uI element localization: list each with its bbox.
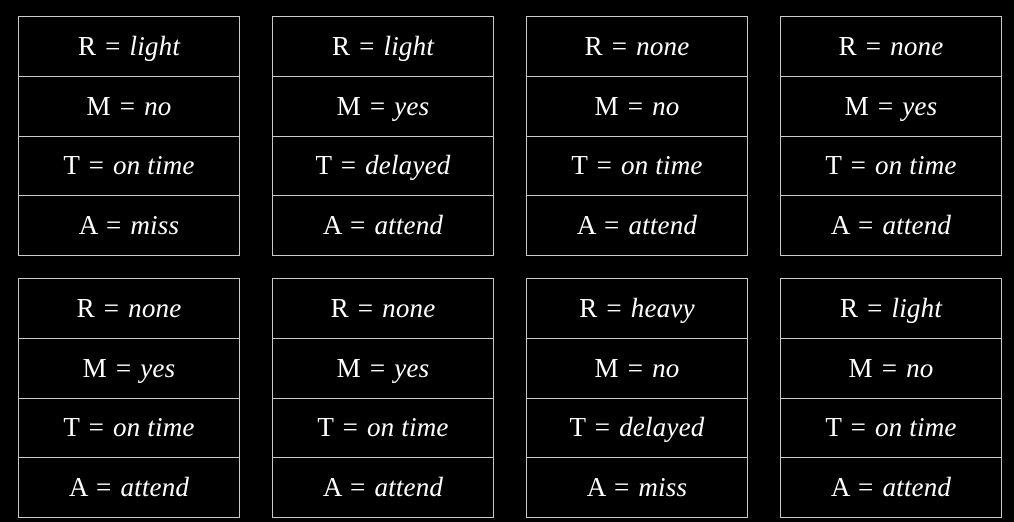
equals-separator: = (369, 90, 386, 121)
equals-separator: = (350, 472, 366, 503)
equals-separator: = (340, 150, 357, 181)
attribute-key: M (594, 352, 619, 383)
attribute-value: attend (374, 210, 444, 241)
attribute-row (19, 458, 239, 517)
attribute-row (273, 458, 493, 517)
attribute-key: A (830, 210, 850, 241)
attribute-row (273, 196, 493, 255)
attribute-key: R (584, 30, 603, 61)
attribute-value: none (382, 292, 436, 323)
attribute-text (69, 474, 189, 501)
attribute-value: light (129, 30, 181, 61)
attribute-key: T (315, 150, 332, 181)
attribute-value: no (652, 352, 680, 383)
attribute-key: M (848, 352, 873, 383)
attribute-key: T (571, 150, 588, 181)
attribute-value: attend (882, 210, 952, 241)
attribute-row (273, 137, 493, 197)
attribute-row (781, 17, 1001, 77)
attribute-key: M (86, 90, 111, 121)
equals-separator: = (867, 292, 883, 323)
equals-separator: = (105, 30, 121, 61)
attribute-value: on time (112, 150, 195, 181)
attribute-value: yes (394, 352, 430, 383)
attribute-key: R (76, 292, 95, 323)
equals-separator: = (88, 150, 104, 181)
attribute-card (18, 16, 240, 256)
attribute-text (77, 30, 181, 61)
equals-separator: = (105, 210, 122, 241)
attribute-value: heavy (630, 292, 695, 323)
attribute-card (780, 278, 1002, 518)
attribute-row (781, 279, 1001, 339)
attribute-key: M (336, 352, 361, 383)
attribute-text (570, 414, 705, 441)
attribute-text (571, 152, 702, 179)
attribute-text (831, 474, 951, 501)
attribute-key: R (839, 292, 859, 323)
attribute-text (594, 90, 680, 121)
attribute-value: delayed (619, 412, 705, 443)
attribute-text (79, 212, 179, 239)
attribute-text (825, 414, 956, 441)
attribute-text (336, 90, 430, 121)
attribute-value: yes (140, 352, 176, 383)
equals-separator: = (627, 90, 644, 121)
equals-separator: = (627, 352, 644, 383)
attribute-card (272, 16, 494, 256)
attribute-text (839, 292, 943, 323)
equals-separator: = (877, 90, 894, 121)
attribute-row (781, 77, 1001, 137)
attribute-text (577, 212, 697, 239)
attribute-value: no (652, 90, 680, 121)
attribute-row (273, 399, 493, 459)
attribute-key: A (576, 210, 596, 241)
attribute-row (19, 196, 239, 255)
equals-separator: = (359, 30, 375, 61)
attribute-key: R (77, 30, 97, 61)
equals-separator: = (103, 292, 120, 323)
attribute-key: M (594, 90, 619, 121)
attribute-row (527, 196, 747, 255)
attribute-key: T (317, 412, 334, 443)
attribute-value: on time (874, 150, 957, 181)
attribute-key: T (63, 412, 80, 443)
attribute-key: R (838, 30, 857, 61)
attribute-key: A (322, 472, 342, 503)
attribute-key: A (322, 210, 342, 241)
attribute-row (527, 458, 747, 517)
attribute-row (781, 399, 1001, 459)
equals-separator: = (96, 472, 112, 503)
attribute-card (780, 16, 1002, 256)
attribute-row (19, 77, 239, 137)
attribute-key: R (579, 292, 598, 323)
attribute-row (273, 339, 493, 399)
attribute-value: attend (120, 472, 190, 503)
attribute-value: none (636, 30, 690, 61)
attribute-row (19, 339, 239, 399)
equals-separator: = (865, 30, 882, 61)
equals-separator: = (357, 292, 374, 323)
equals-separator: = (596, 150, 612, 181)
attribute-text (323, 212, 443, 239)
attribute-key: T (825, 150, 842, 181)
attribute-value: on time (874, 412, 957, 443)
attribute-key: T (825, 412, 842, 443)
attribute-text (316, 152, 451, 179)
attribute-text (587, 474, 687, 501)
attribute-card (526, 278, 748, 518)
attribute-value: no (906, 352, 934, 383)
attribute-text (848, 352, 934, 383)
attribute-value: attend (882, 472, 952, 503)
attribute-key: M (336, 90, 361, 121)
equals-separator: = (858, 210, 874, 241)
attribute-row (527, 339, 747, 399)
attribute-value: no (144, 90, 172, 121)
attribute-text (86, 90, 172, 121)
attribute-row (527, 77, 747, 137)
attribute-card (272, 278, 494, 518)
attribute-text (579, 292, 695, 323)
attribute-key: A (830, 472, 850, 503)
attribute-row (19, 279, 239, 339)
attribute-row (527, 137, 747, 197)
attribute-key: A (586, 472, 606, 503)
attribute-value: none (128, 292, 182, 323)
equals-separator: = (850, 150, 866, 181)
attribute-card (526, 16, 748, 256)
attribute-row (781, 458, 1001, 517)
attribute-text (63, 152, 194, 179)
attribute-value: on time (366, 412, 449, 443)
attribute-value: miss (130, 210, 180, 241)
attribute-row (527, 399, 747, 459)
attribute-text (76, 292, 182, 323)
attribute-text (323, 474, 443, 501)
attribute-text (330, 292, 436, 323)
attribute-key: A (78, 210, 98, 241)
attribute-key: M (844, 90, 869, 121)
attribute-row (19, 17, 239, 77)
attribute-row (781, 196, 1001, 255)
attribute-row (19, 399, 239, 459)
attribute-text (317, 414, 448, 441)
attribute-value: attend (374, 472, 444, 503)
attribute-key: R (330, 292, 349, 323)
attribute-key: A (68, 472, 88, 503)
attribute-value: delayed (365, 150, 451, 181)
attribute-value: none (890, 30, 944, 61)
equals-separator: = (613, 472, 630, 503)
attribute-row (273, 77, 493, 137)
attribute-value: attend (628, 210, 698, 241)
attribute-text (844, 90, 938, 121)
attribute-text (594, 352, 680, 383)
attribute-value: on time (112, 412, 195, 443)
equals-separator: = (604, 210, 620, 241)
attribute-row (781, 137, 1001, 197)
attribute-text (838, 30, 944, 61)
equals-separator: = (594, 412, 611, 443)
equals-separator: = (342, 412, 358, 443)
attribute-text (831, 212, 951, 239)
attribute-row (273, 17, 493, 77)
equals-separator: = (88, 412, 104, 443)
equals-separator: = (606, 292, 622, 323)
attribute-key: M (82, 352, 107, 383)
equals-separator: = (350, 210, 366, 241)
attribute-key: T (63, 150, 80, 181)
equals-separator: = (881, 352, 898, 383)
equals-separator: = (115, 352, 132, 383)
attribute-value: yes (394, 90, 430, 121)
attribute-text (331, 30, 435, 61)
attribute-row (527, 17, 747, 77)
attribute-value: light (891, 292, 943, 323)
equals-separator: = (850, 412, 866, 443)
attribute-row (781, 339, 1001, 399)
equals-separator: = (119, 90, 136, 121)
attribute-text (336, 352, 430, 383)
attribute-text (584, 30, 690, 61)
equals-separator: = (611, 30, 628, 61)
attribute-text (825, 152, 956, 179)
attribute-text (63, 414, 194, 441)
attribute-row (19, 137, 239, 197)
attribute-row (527, 279, 747, 339)
attribute-card (18, 278, 240, 518)
equals-separator: = (369, 352, 386, 383)
attribute-key: T (569, 412, 586, 443)
attribute-text (82, 352, 176, 383)
attribute-value: miss (638, 472, 688, 503)
attribute-value: light (383, 30, 435, 61)
attribute-row (273, 279, 493, 339)
attribute-value: on time (620, 150, 703, 181)
attribute-key: R (331, 30, 351, 61)
attribute-value: yes (902, 90, 938, 121)
equals-separator: = (858, 472, 874, 503)
